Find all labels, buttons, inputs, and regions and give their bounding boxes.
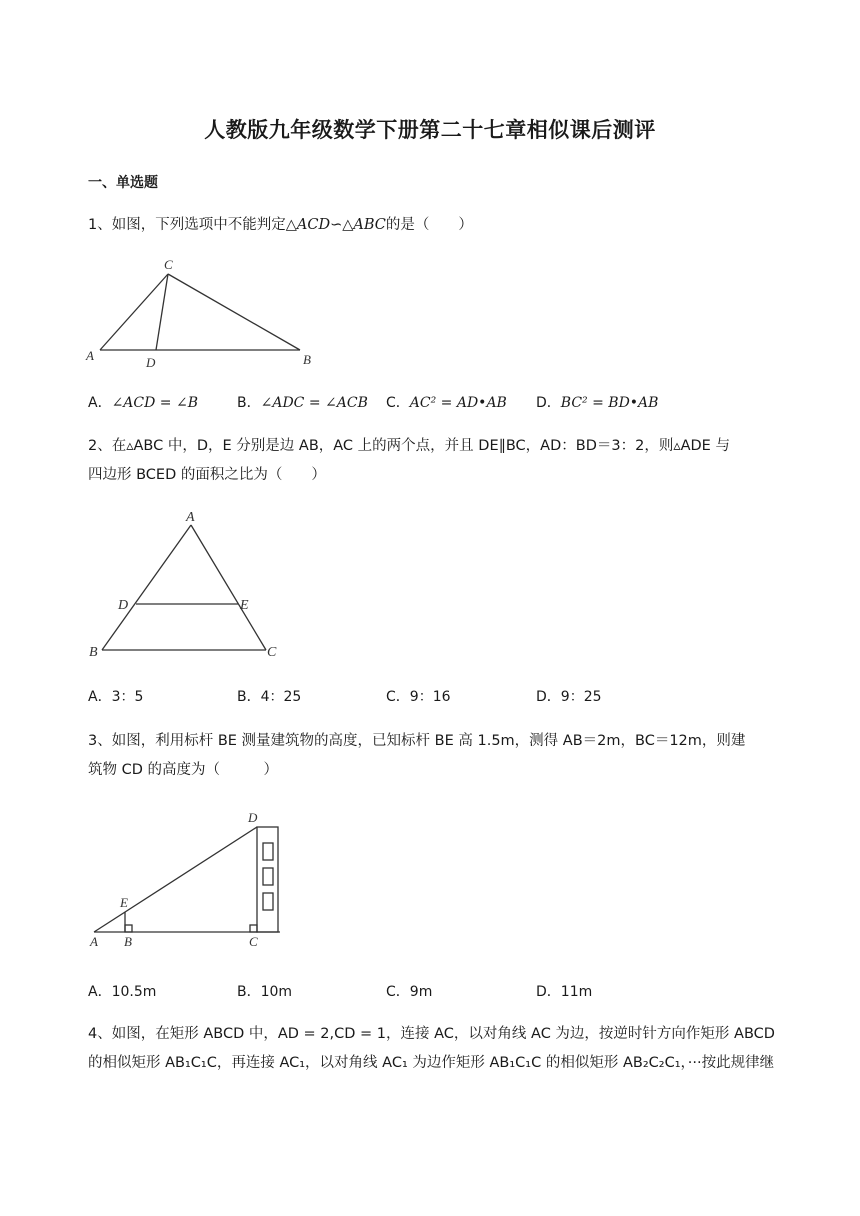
option-c[interactable]: C．9m (386, 984, 433, 1000)
option-a[interactable]: A．10.5m (88, 984, 157, 1000)
option-c[interactable]: C．AC² = AD•AB (386, 395, 507, 411)
vertex-label-b: B (124, 934, 132, 949)
option-b[interactable]: B．4：25 (237, 689, 302, 705)
vertex-label-a: A (90, 934, 98, 949)
question-3-text: 3、如图，利用标杆 BE 测量建筑物的高度，已知标杆 BE 高 1.5m，测得 AB＝2m，BC＝12m，则建 筑物 CD 的高度为（ ） (88, 733, 746, 778)
option-d[interactable]: D．11m (536, 984, 593, 1000)
option-a[interactable]: A．3：5 (88, 689, 144, 705)
vertex-label-b: B (89, 645, 98, 660)
vertex-label-a: A (186, 510, 195, 525)
question-1-text: 1、如图，下列选项中不能判定△ACD∽△ABC的是（ ） (88, 217, 473, 233)
option-d[interactable]: D．9：25 (536, 689, 602, 705)
section-heading: 一、单选题 (88, 175, 158, 191)
question-number: 2、 (88, 438, 112, 454)
vertex-label-c: C (267, 645, 277, 660)
vertex-label-d: D (248, 810, 258, 825)
question-1-options (88, 392, 788, 414)
option-c[interactable]: C．9：16 (386, 689, 451, 705)
question-3-options (88, 981, 788, 1003)
vertex-label-e: E (240, 598, 249, 613)
page-title: 人教版九年级数学下册第二十七章相似课后测评 (204, 118, 656, 142)
option-b[interactable]: B．10m (237, 984, 293, 1000)
question-2-text: 2、在▵ABC 中，D，E 分别是边 AB，AC 上的两个点，并且 DE∥BC，AD：BD＝3：2，则▵ADE 与 四边形 BCED 的面积之比为（ ） (88, 438, 730, 483)
vertex-label-a: A (86, 348, 94, 363)
question-number: 4、 (88, 1026, 112, 1042)
vertex-label-e: E (120, 895, 128, 910)
vertex-label-d: D (118, 598, 129, 613)
question-2-options (88, 686, 788, 708)
vertex-label-c: C (249, 934, 258, 949)
question-1-figure (80, 250, 330, 375)
question-number: 3、 (88, 733, 112, 749)
vertex-label-b: B (303, 352, 311, 367)
question-4-text: 4、如图，在矩形 ABCD 中，AD = 2,CD = 1，连接 AC，以对角线 AC 为边，按逆时针方向作矩形 ABCD 的相似矩形 AB₁C₁C，再连接 AC₁，以对角线 AC₁ 为边作矩形 AB₁C₁C 的相似矩形 AB₂C₂C₁，···按此规律继 (88, 1026, 775, 1071)
question-number: 1、 (88, 217, 112, 233)
vertex-label-c: C (164, 257, 173, 272)
option-b[interactable]: B．∠ADC = ∠ACB (237, 395, 368, 411)
option-d[interactable]: D．BC² = BD•AB (536, 395, 659, 411)
question-2-figure (80, 505, 290, 665)
vertex-label-d: D (146, 355, 156, 370)
question-3-figure (80, 805, 295, 955)
option-a[interactable]: A．∠ACD = ∠B (88, 395, 199, 411)
